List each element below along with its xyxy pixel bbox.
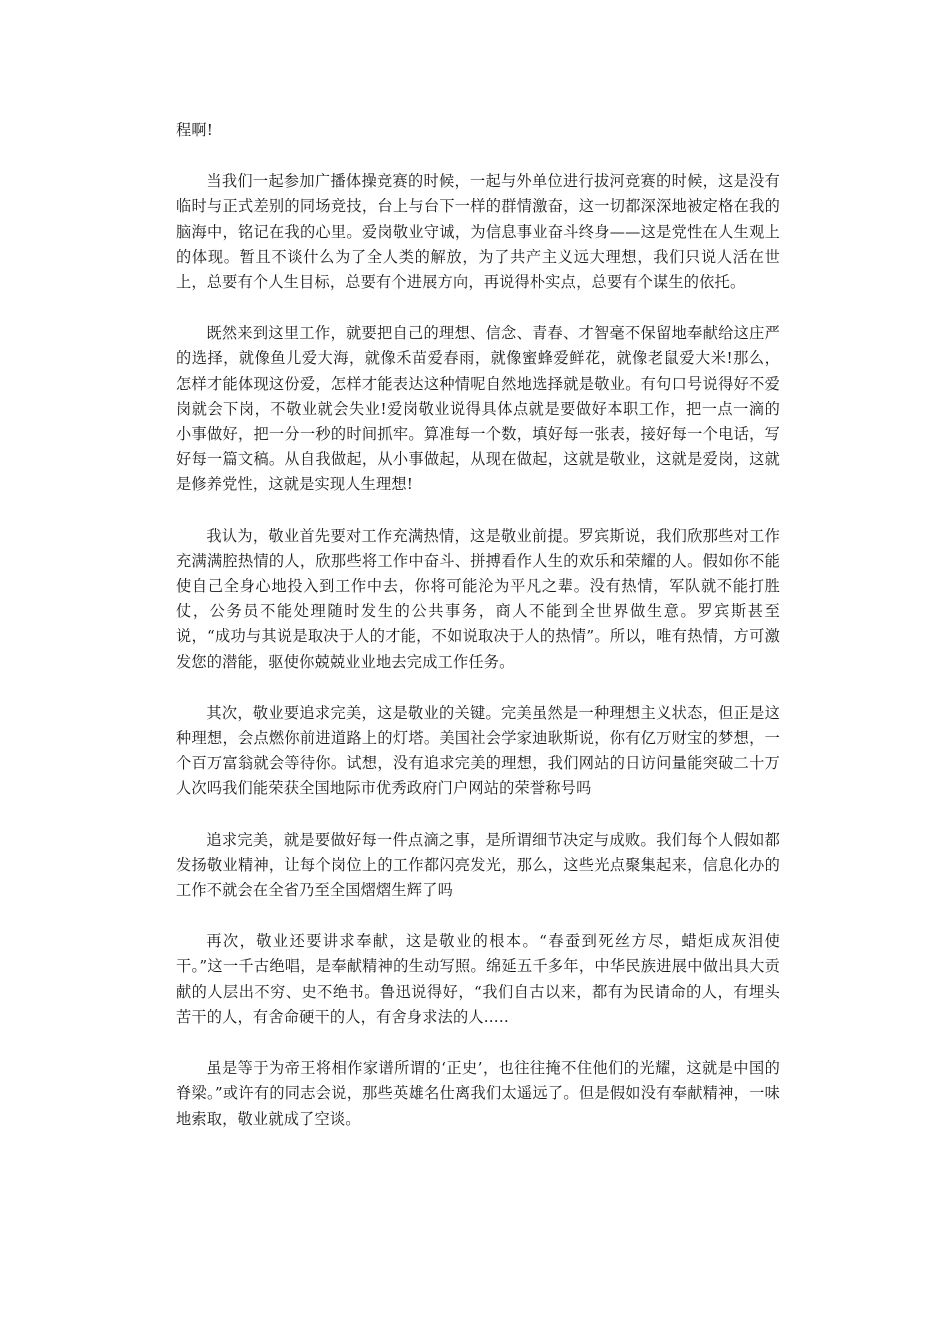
- paragraph-contribution: 再次，敬业还要讲求奉献，这是敬业的根本。“春蚕到死丝方尽，蜡炬成灰泪使干。”这一千古绝唱，是奉献精神的生动写照。绵延五千多年，中华民族进展中做出具大贡献的人层出不穷、史不绝书。鲁迅说得好，“我们自古以来，都有为民请命的人，有埋头苦干的人，有舍命硬干的人，有舍身求法的人.....: [176, 932, 780, 1026]
- paragraph-dedication-choice: 既然来到这里工作，就要把自己的理想、信念、青春、才智毫不保留地奉献给这庄严的选择，就像鱼儿爱大海，就像禾苗爱春雨，就像蜜蜂爱鲜花，就像老鼠爱大米!那么，怎样才能体现这份爱，怎样才能表达这种情呢自然地选择就是敬业。有句口号说得好不爱岗就会下岗，不敬业就会失业!爱岗敬业说得具体点就是要做好本职工作，把一点一滴的小事做好，把一分一秒的时间抓牢。算准每一个数，填好每一张表，接好每一个电话，写好每一篇文稿。从自我做起，从小事做起，从现在做起，这就是敬业，这就是爱岗，这就是修养党性，这就是实现人生理想!: [176, 324, 780, 494]
- paragraph-competition: 当我们一起参加广播体操竞赛的时候，一起与外单位进行拔河竞赛的时候，这是没有临时与正式差别的同场竞技，台上与台下一样的群情激奋，这一切都深深地被定格在我的脑海中，铭记在我的心里。爱岗敬业守诚，为信息事业奋斗终身——这是党性在人生观上的体现。暂且不谈什么为了全人类的解放，为了共产主义远大理想，我们只说人活在世上，总要有个人生目标，总要有个进展方向，再说得朴实点，总要有个谋生的依托。: [176, 172, 780, 292]
- paragraph-passion: 我认为，敬业首先要对工作充满热情，这是敬业前提。罗宾斯说，我们欣那些对工作充满满腔热情的人，欣那些将工作中奋斗、拼搏看作人生的欢乐和荣耀的人。假如你不能使自己全身心地投入到工作中去，你将可能沦为平凡之辈。没有热情，军队就不能打胜仗，公务员不能处理随时发生的公共事务，商人不能到全世界做生意。罗宾斯甚至说，“成功与其说是取决于人的才能，不如说取决于人的热情”。所以，唯有热情，方可激发您的潜能，驱使你兢兢业业地去完成工作任务。: [176, 526, 780, 671]
- document-body: [176, 118, 780, 1158]
- paragraph-continuation: 程啊!: [176, 121, 214, 139]
- paragraph-backbone: 虽是等于为帝王将相作家谱所谓的‘正史’，也往往掩不住他们的光耀，这就是中国的脊梁。”或许有的同志会说，那些英雄名仕离我们太遥远了。但是假如没有奉献精神，一味地索取，敬业就成了空谈。: [176, 1059, 780, 1128]
- paragraph-details: 追求完美，就是要做好每一件点滴之事，是所谓细节决定与成败。我们每个人假如都发扬敬业精神，让每个岗位上的工作都闪亮发光，那么，这些光点聚集起来，信息化办的工作不就会在全省乃至全国熠熠生辉了吗: [176, 830, 780, 900]
- paragraph-perfection: 其次，敬业要追求完美，这是敬业的关键。完美虽然是一种理想主义状态，但正是这种理想，会点燃你前进道路上的灯塔。美国社会学家迪耿斯说，你有亿万财宝的梦想，一个百万富翁就会等待你。试想，没有追求完美的理想，我们网站的日访问量能突破二十万人次吗我们能荣获全国地际市优秀政府门户网站的荣誉称号吗: [176, 703, 780, 798]
